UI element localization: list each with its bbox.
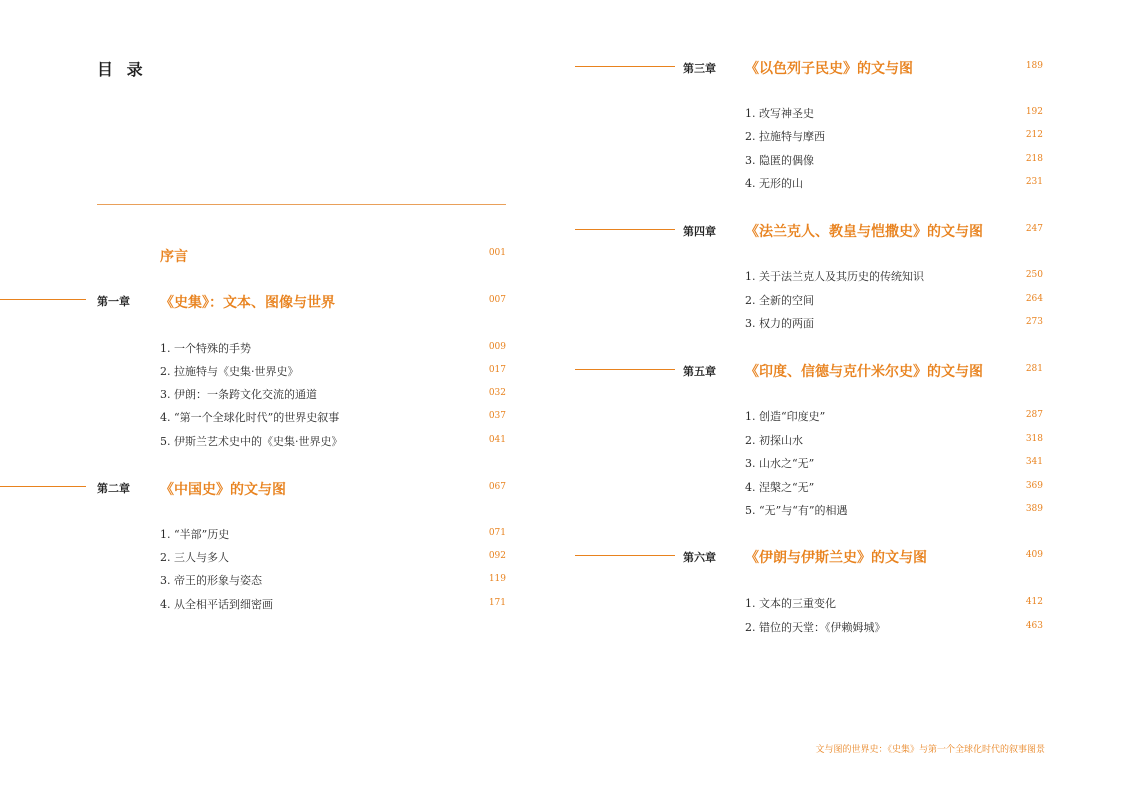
- chapter-label: 第二章: [97, 482, 130, 495]
- section-item[interactable]: 2. 拉施特与《史集·世界史》: [160, 365, 299, 378]
- section-page: 318: [1025, 434, 1043, 444]
- chapter-title[interactable]: 《法兰克人、教皇与恺撒史》的文与图: [745, 224, 983, 240]
- section-page: 412: [1025, 597, 1043, 607]
- section-item[interactable]: 1. 关于法兰克人及其历史的传统知识: [745, 270, 924, 283]
- section-item[interactable]: 1. “半部”历史: [160, 528, 230, 541]
- chapter-rule: [575, 229, 675, 230]
- divider: [97, 204, 506, 205]
- section-page: 092: [488, 551, 506, 561]
- chapter-page: 409: [1025, 550, 1043, 560]
- chapter-page: 247: [1025, 224, 1043, 234]
- chapter-page: 067: [488, 482, 506, 492]
- section-page: 171: [488, 598, 506, 608]
- section-item[interactable]: 2. 三人与多人: [160, 551, 229, 564]
- section-page: 231: [1025, 177, 1043, 187]
- chapter-page: 281: [1025, 364, 1043, 374]
- section-item[interactable]: 2. 初探山水: [745, 434, 803, 447]
- section-page: 463: [1025, 621, 1043, 631]
- section-item[interactable]: 2. 错位的天堂：《伊赖姆城》: [745, 621, 886, 634]
- section-page: 071: [488, 528, 506, 538]
- section-page: 273: [1025, 317, 1043, 327]
- running-footer: 文与图的世界史：《史集》与第一个全球化时代的叙事图景: [815, 745, 1045, 755]
- section-item[interactable]: 3. 帝王的形象与姿态: [160, 574, 262, 587]
- section-item[interactable]: 4. 涅槃之“无”: [745, 481, 815, 494]
- section-page: 212: [1025, 130, 1043, 140]
- chapter-rule: [575, 66, 675, 67]
- section-item[interactable]: 4. “第一个全球化时代”的世界史叙事: [160, 411, 340, 424]
- chapter-rule: [0, 486, 86, 487]
- section-page: 287: [1025, 410, 1043, 420]
- section-item[interactable]: 3. 伊朗：一条跨文化交流的通道: [160, 388, 317, 401]
- section-page: 369: [1025, 481, 1043, 491]
- section-item[interactable]: 4. 无形的山: [745, 177, 803, 190]
- section-item[interactable]: 3. 山水之“无”: [745, 457, 815, 470]
- chapter-page: 189: [1025, 61, 1043, 71]
- section-item[interactable]: 1. 改写神圣史: [745, 107, 814, 120]
- chapter-rule: [575, 555, 675, 556]
- preface-title[interactable]: 序言: [160, 249, 188, 265]
- chapter-label: 第三章: [683, 62, 716, 75]
- section-page: 192: [1025, 107, 1043, 117]
- chapter-label: 第一章: [97, 295, 130, 308]
- section-page: 218: [1025, 154, 1043, 164]
- chapter-label: 第四章: [683, 225, 716, 238]
- section-item[interactable]: 1. 一个特殊的手势: [160, 342, 251, 355]
- chapter-title[interactable]: 《伊朗与伊斯兰史》的文与图: [745, 550, 927, 566]
- section-item[interactable]: 4. 从全相平话到细密画: [160, 598, 273, 611]
- chapter-label: 第五章: [683, 365, 716, 378]
- section-item[interactable]: 5. “无”与“有”的相遇: [745, 504, 848, 517]
- section-page: 250: [1025, 270, 1043, 280]
- section-item[interactable]: 2. 全新的空间: [745, 294, 814, 307]
- preface-page: 001: [488, 248, 506, 258]
- chapter-title[interactable]: 《史集》：文本、图像与世界: [160, 295, 335, 311]
- section-page: 037: [488, 411, 506, 421]
- chapter-rule: [575, 369, 675, 370]
- chapter-title[interactable]: 《印度、信德与克什米尔史》的文与图: [745, 364, 983, 380]
- section-item[interactable]: 3. 隐匿的偶像: [745, 154, 814, 167]
- section-page: 041: [488, 435, 506, 445]
- section-item[interactable]: 3. 权力的两面: [745, 317, 814, 330]
- section-page: 341: [1025, 457, 1043, 467]
- section-page: 264: [1025, 294, 1043, 304]
- chapter-label: 第六章: [683, 551, 716, 564]
- chapter-rule: [0, 299, 86, 300]
- section-item[interactable]: 5. 伊斯兰艺术史中的《史集·世界史》: [160, 435, 343, 448]
- section-item[interactable]: 2. 拉施特与摩西: [745, 130, 825, 143]
- section-page: 009: [488, 342, 506, 352]
- chapter-title[interactable]: 《以色列子民史》的文与图: [745, 61, 913, 77]
- toc-title: 目 录: [97, 60, 147, 79]
- section-item[interactable]: 1. 创造“印度史”: [745, 410, 826, 423]
- section-page: 119: [488, 574, 506, 584]
- section-page: 389: [1025, 504, 1043, 514]
- section-page: 017: [488, 365, 506, 375]
- chapter-page: 007: [488, 295, 506, 305]
- section-item[interactable]: 1. 文本的三重变化: [745, 597, 836, 610]
- chapter-title[interactable]: 《中国史》的文与图: [160, 482, 286, 498]
- section-page: 032: [488, 388, 506, 398]
